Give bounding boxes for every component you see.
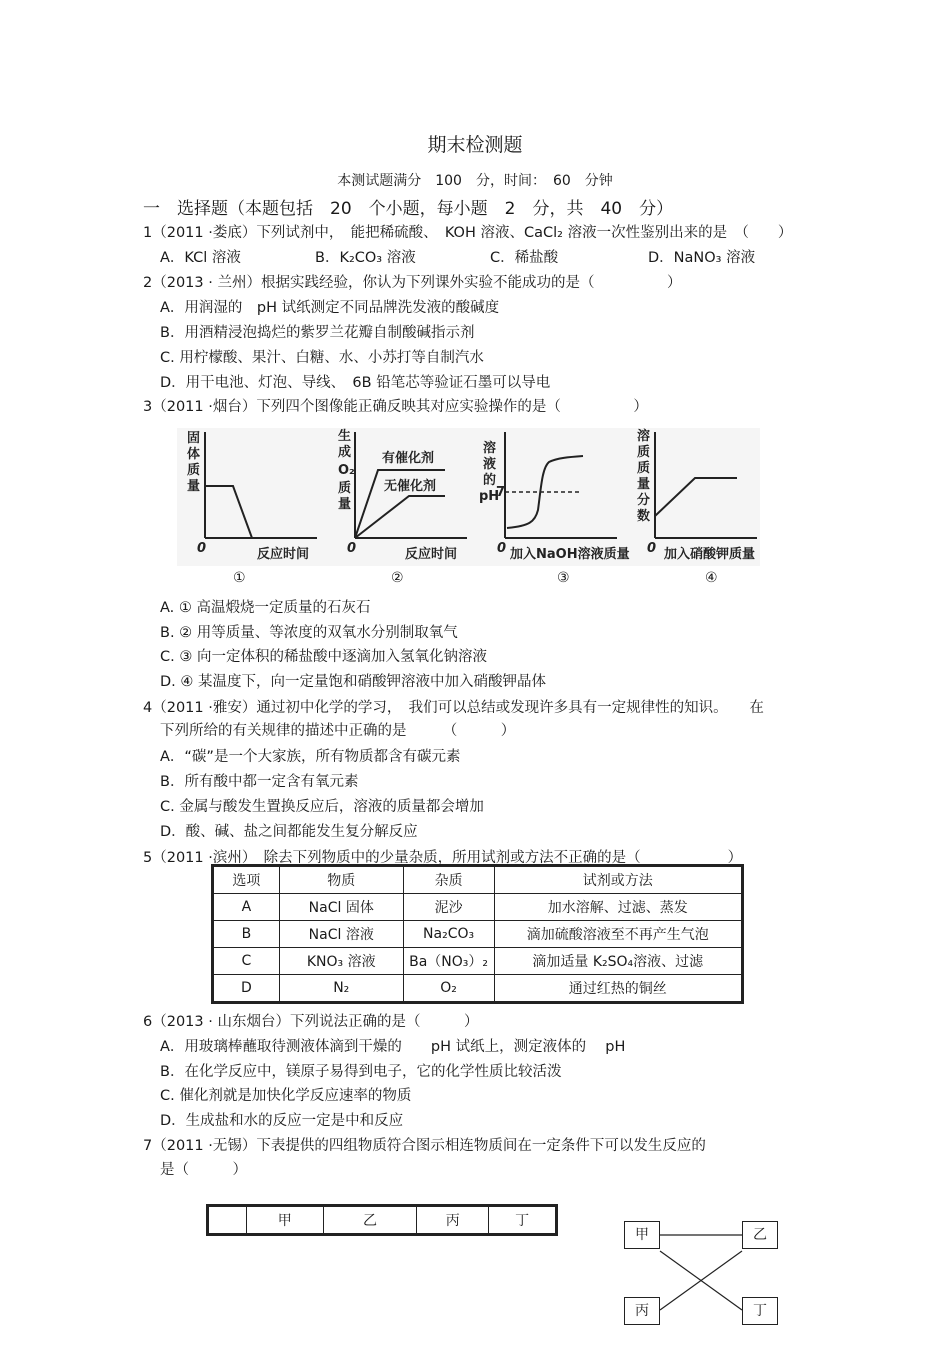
graph-2-ylabel-4: 质 [338,481,352,496]
question-1-stem: 1（2011 ·娄底）下列试剂中， 能把稀硫酸、 KOH 溶液、CaCl₂ 溶液一次性鉴别出来的是 （ ） [143,225,793,241]
graph-4-ylabel-2: 质 [637,445,651,460]
graph-1-xlabel: 反应时间 [257,547,310,562]
node-bing: 丙 [624,1297,660,1325]
substance-table [208,1206,556,1234]
option-a: A. ① 高温煅烧一定质量的石灰石 [160,600,371,616]
question-4-stem-cont: 下列所给的有关规律的描述中正确的是 （ ） [160,723,516,739]
table-cell: Ba（NO₃）₂ [403,948,494,975]
graph-1-ylabel-2: 体 [187,447,201,462]
table-cell: B [214,921,280,948]
question-2-stem: 2（2013 · 兰州）根据实践经验，你认为下列课外实验不能成功的是（ ） [143,275,682,291]
graph-1-origin: 0 [197,541,207,556]
question-6-stem: 6（2013 · 山东烟台）下列说法正确的是（ ） [143,1014,479,1030]
graph-4-origin: 0 [647,541,657,556]
table-row [214,948,742,975]
table-cell: 加水溶解、过滤、蒸发 [494,894,741,921]
graph-2-ylabel-3: O₂ [338,463,355,478]
table-cell: NaCl 溶液 [279,921,403,948]
graph-2-label-no-catalyst: 无催化剂 [384,479,437,494]
graph-2-ylabel-1: 生 [338,429,352,444]
table-cell: D [214,975,280,1002]
option-a: A．“碳”是一个大家族，所有物质都含有碳元素 [160,749,461,765]
table-cell: KNO₃ 溶液 [279,948,403,975]
section-heading: 一 选择题（本题包括 20 个小题，每小题 2 分，共 40 分） [143,199,674,219]
graph-4-ylabel-5: 分 [637,493,651,508]
question-7-stem: 7（2011 ·无锡）下表提供的四组物质符合图示相连物质间在一定条件下可以发生反应的 [143,1138,706,1154]
graph-4-ylabel-4: 量 [637,477,651,492]
impurity-table [213,866,742,1002]
graph-3-xlabel: 加入NaOH溶液质量 [510,547,630,562]
graph-4-mark: ④ [705,570,718,586]
table-header: 乙 [323,1207,417,1234]
table-cell: C [214,948,280,975]
table-cell: O₂ [403,975,494,1002]
question-5-stem: 5（2011 ·滨州） 除去下列物质中的少量杂质，所用试剂或方法不正确的是（ ） [143,850,743,866]
option-b: B. ② 用等质量、等浓度的双氧水分别制取氧气 [160,625,458,641]
graph-1 [187,431,317,562]
table-cell: Na₂CO₃ [403,921,494,948]
table-header: 杂质 [403,867,494,894]
option-b: B．所有酸中都一定含有氧元素 [160,774,359,790]
graph-4-xlabel: 加入硝酸钾质量 [664,547,756,562]
table-cell: NaCl 固体 [279,894,403,921]
option-d: D．用干电池、灯泡、导线、 6B 铅笔芯等验证石墨可以导电 [160,375,551,391]
option-c: C. 催化剂就是加快化学反应速率的物质 [160,1088,412,1104]
table-row [214,921,742,948]
graph-1-ylabel-1: 固 [187,431,201,446]
option-b: B．K₂CO₃ 溶液 [315,250,416,266]
graph-4-ylabel-1: 溶 [637,429,651,444]
graph-4-ylabel-6: 数 [637,509,651,524]
graph-1-ylabel-3: 质 [187,463,201,478]
graph-2 [338,428,467,562]
option-d: D．NaNO₃ 溶液 [648,250,756,266]
graphs-svg [177,428,760,566]
table-header: 丁 [489,1207,556,1234]
option-b: B．在化学反应中，镁原子易得到电子，它的化学性质比较活泼 [160,1064,562,1080]
graph-3-mark: ③ [557,570,570,586]
graph-2-xlabel: 反应时间 [405,547,458,562]
option-a: A．KCl 溶液 [160,250,241,266]
table-cell: 泥沙 [403,894,494,921]
graph-1-line [205,486,252,538]
graph-3-ylabel-4: pH [479,489,500,504]
option-b: B．用酒精浸泡捣烂的紫罗兰花瓣自制酸碱指示剂 [160,325,475,341]
table-cell: N₂ [279,975,403,1002]
option-c: C．稀盐酸 [490,250,559,266]
node-jia: 甲 [624,1221,660,1249]
page-title: 期末检测题 [427,134,523,156]
graph-3-ylabel-2: 液 [483,457,497,472]
graph-3-ylabel-1: 溶 [483,441,497,456]
table-row [214,894,742,921]
graph-2-label-catalyst: 有催化剂 [382,451,435,466]
table-header [209,1207,247,1234]
graph-2-origin: 0 [347,541,357,556]
option-d: D．酸、碱、盐之间都能发生复分解反应 [160,824,418,840]
table-cell: 通过红热的铜丝 [494,975,741,1002]
exam-info: 本测试题满分 100 分，时间： 60 分钟 [337,173,613,189]
question-7-stem-cont: 是（ ） [160,1162,247,1178]
option-c: C. ③ 向一定体积的稀盐酸中逐滴加入氢氧化钠溶液 [160,649,487,665]
table-cell: 滴加硫酸溶液至不再产生气泡 [494,921,741,948]
graph-2-ylabel-2: 成 [338,445,352,460]
graph-2-ylabel-5: 量 [338,497,352,512]
graph-4-line [655,478,737,516]
table-header: 选项 [214,867,280,894]
node-ding: 丁 [742,1297,778,1325]
graph-3-origin: 0 [497,541,507,556]
question-1-options [160,246,780,267]
graph-3 [479,432,630,562]
graph-3-ylabel-3: 的 [483,473,497,488]
graph-1-ylabel-4: 量 [187,479,201,494]
table-header: 物质 [279,867,403,894]
table-header: 丙 [417,1207,489,1234]
option-d: D. ④ 某温度下，向一定量饱和硝酸钾溶液中加入硝酸钾晶体 [160,674,546,690]
table-cell: 滴加适量 K₂SO₄溶液、过滤 [494,948,741,975]
option-a: A．用玻璃棒蘸取待测液体滴到干燥的 pH 试纸上，测定液体的 pH [160,1039,626,1055]
node-yi: 乙 [742,1221,778,1249]
question-4-stem: 4（2011 ·雅安）通过初中化学的学习， 我们可以总结或发现许多具有一定规律性的知识。 在 [143,700,764,716]
graphs-panel [177,428,760,566]
graph-4-ylabel-3: 质 [637,461,651,476]
table-row [214,975,742,1002]
graph-2-mark: ② [391,570,404,586]
graph-2-line-no-catalyst [355,496,445,538]
table-cell: A [214,894,280,921]
table-header: 甲 [246,1207,323,1234]
option-d: D．生成盐和水的反应一定是中和反应 [160,1113,404,1129]
option-c: C. 用柠檬酸、果汁、白糖、水、小苏打等自制汽水 [160,350,484,366]
table-header-row [214,867,742,894]
table-header-row [209,1207,556,1234]
graph-1-mark: ① [233,570,246,586]
question-3-stem: 3（2011 ·烟台）下列四个图像能正确反映其对应实验操作的是（ ） [143,399,648,415]
graph-3-tick-7: 7 [496,485,506,500]
option-a: A．用润湿的 pH 试纸测定不同品牌洗发液的酸碱度 [160,300,500,316]
graph-4 [637,428,757,562]
table-header: 试剂或方法 [494,867,741,894]
option-c: C. 金属与酸发生置换反应后，溶液的质量都会增加 [160,799,484,815]
